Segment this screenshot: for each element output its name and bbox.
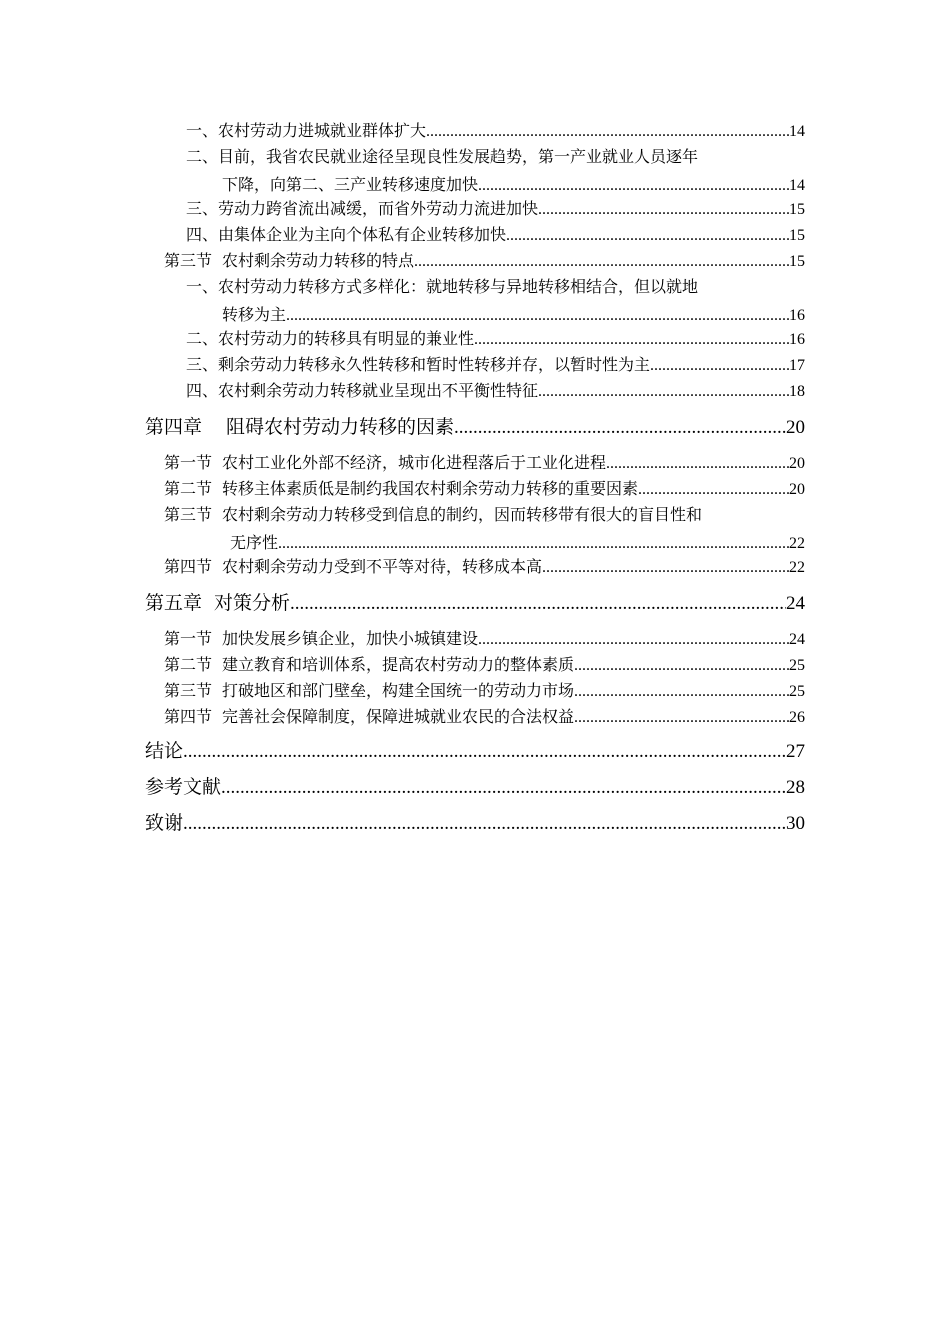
toc-entry-title: 劳动力跨省流出减缓，而省外劳动力流进加快 — [218, 199, 539, 218]
toc-entry-chapter[interactable] — [145, 588, 805, 615]
toc-entry-chapter[interactable] — [145, 412, 805, 439]
toc-entry-section[interactable] — [164, 704, 805, 727]
toc-entry-section[interactable] — [164, 248, 805, 271]
toc-leader-dots — [538, 383, 789, 401]
toc-entry-references[interactable] — [145, 772, 805, 799]
toc-entry-title-line2: 无序性 — [230, 533, 279, 552]
toc-entry-title-line1: 目前，我省农民就业途径呈现良性发展趋势，第一产业就业人员逐年 — [218, 147, 699, 166]
toc-leader-dots — [454, 417, 786, 439]
toc-entry-number: 第二节 — [164, 479, 213, 498]
toc-entry-number: 第三节 — [164, 681, 213, 700]
toc-page-number: 30 — [786, 813, 805, 834]
toc-page-number: 20 — [786, 417, 805, 438]
toc-entry-section[interactable] — [164, 476, 805, 499]
toc-entry-title-line2: 转移为主 — [222, 305, 287, 324]
toc-entry-title: 农村剩余劳动力转移就业呈现出不平衡性特征 — [218, 381, 539, 400]
toc-page-number: 22 — [789, 535, 805, 552]
toc-entry-number: 三、 — [186, 355, 219, 374]
toc-entry-number: 第四章 — [145, 416, 203, 438]
toc-entry-number: 二、 — [186, 329, 219, 348]
toc-entry-title: 转移主体素质低是制约我国农村剩余劳动力转移的重要因素 — [222, 479, 639, 498]
toc-entry-number: 一、 — [186, 121, 219, 140]
toc-leader-dots — [278, 535, 789, 553]
toc-entry[interactable] — [186, 196, 805, 219]
toc-entry-acknowledgements[interactable] — [145, 808, 805, 835]
toc-leader-dots — [538, 201, 789, 219]
toc-page-number: 24 — [786, 593, 805, 614]
toc-page-number: 16 — [789, 331, 805, 348]
toc-leader-dots — [183, 741, 786, 763]
toc-page-number: 27 — [786, 741, 805, 762]
toc-entry-number: 第三节 — [164, 505, 213, 524]
toc-entry-title: 由集体企业为主向个体私有企业转移加快 — [218, 225, 507, 244]
toc-entry-number: 一、 — [186, 277, 219, 296]
toc-entry-title: 致谢 — [145, 812, 184, 834]
toc-page-number: 24 — [789, 631, 805, 648]
toc-entry-section[interactable] — [164, 626, 805, 649]
toc-leader-dots — [478, 631, 789, 649]
toc-entry-number: 四、 — [186, 225, 219, 244]
toc-entry-section[interactable] — [164, 554, 805, 577]
toc-entry[interactable] — [186, 118, 805, 141]
toc-leader-dots — [574, 657, 789, 675]
toc-page-number: 17 — [789, 357, 805, 374]
toc-entry[interactable] — [186, 352, 805, 375]
toc-entry-title: 对策分析 — [214, 592, 291, 614]
toc-leader-dots — [286, 307, 789, 325]
toc-entry-title: 参考文献 — [145, 776, 222, 798]
toc-leader-dots — [638, 481, 789, 499]
toc-entry-conclusion[interactable] — [145, 736, 805, 763]
toc-leader-dots — [474, 331, 789, 349]
toc-page-number: 22 — [789, 559, 805, 576]
toc-page-number: 15 — [789, 253, 805, 270]
toc-entry-title: 加快发展乡镇企业，加快小城镇建设 — [222, 629, 479, 648]
toc-entry-section[interactable] — [164, 678, 805, 701]
toc-entry-section[interactable] — [164, 652, 805, 675]
toc-page-number: 15 — [789, 227, 805, 244]
toc-entry-section[interactable] — [164, 502, 805, 553]
toc-entry-title: 农村工业化外部不经济，城市化进程落后于工业化进程 — [222, 453, 607, 472]
toc-entry-title: 阻碍农村劳动力转移的因素 — [226, 416, 455, 438]
toc-entry-number: 第二节 — [164, 655, 213, 674]
toc-entry-number: 第四节 — [164, 557, 213, 576]
toc-page-number: 28 — [786, 777, 805, 798]
toc-page-number: 25 — [789, 657, 805, 674]
toc-leader-dots — [506, 227, 789, 245]
toc-page-number: 20 — [789, 481, 805, 498]
toc-entry-title-line1: 农村劳动力转移方式多样化：就地转移与异地转移相结合，但以就地 — [218, 277, 699, 296]
toc-entry-title: 农村剩余劳动力受到不平等对待，转移成本高 — [222, 557, 543, 576]
toc-entry-number: 四、 — [186, 381, 219, 400]
toc-entry-title: 农村劳动力的转移具有明显的兼业性 — [218, 329, 475, 348]
toc-entry-title: 农村剩余劳动力转移的特点 — [222, 251, 415, 270]
toc-entry[interactable] — [186, 144, 805, 195]
toc-page-number: 25 — [789, 683, 805, 700]
toc-page-number: 14 — [789, 123, 805, 140]
toc-entry-number: 第三节 — [164, 251, 213, 270]
toc-entry-number: 第一节 — [164, 629, 213, 648]
toc-page-number: 20 — [789, 455, 805, 472]
toc-entry-section[interactable] — [164, 450, 805, 473]
toc-leader-dots — [221, 777, 786, 799]
toc-page-number: 26 — [789, 709, 805, 726]
toc-entry-title: 建立教育和培训体系，提高农村劳动力的整体素质 — [222, 655, 575, 674]
toc-leader-dots — [650, 357, 789, 375]
toc-entry[interactable] — [186, 274, 805, 325]
toc-entry-title-line2: 下降，向第二、三产业转移速度加快 — [222, 175, 479, 194]
toc-leader-dots — [414, 253, 789, 271]
toc-leader-dots — [574, 709, 789, 727]
toc-entry[interactable] — [186, 326, 805, 349]
toc-entry-title-line1: 农村剩余劳动力转移受到信息的制约，因而转移带有很大的盲目性和 — [222, 505, 703, 524]
toc-entry-number: 二、 — [186, 147, 219, 166]
toc-leader-dots — [478, 177, 789, 195]
toc-entry[interactable] — [186, 222, 805, 245]
toc-leader-dots — [606, 455, 789, 473]
toc-entry-number: 第一节 — [164, 453, 213, 472]
toc-leader-dots — [574, 683, 789, 701]
toc-entry-title: 剩余劳动力转移永久性转移和暂时性转移并存，以暂时性为主 — [218, 355, 651, 374]
toc-leader-dots — [426, 123, 789, 141]
toc-entry-number: 第五章 — [145, 592, 203, 614]
toc-page-number: 14 — [789, 177, 805, 194]
toc-entry-number: 三、 — [186, 199, 219, 218]
toc-entry-number: 第四节 — [164, 707, 213, 726]
toc-entry-title: 农村劳动力进城就业群体扩大 — [218, 121, 427, 140]
toc-entry-title: 完善社会保障制度，保障进城就业农民的合法权益 — [222, 707, 575, 726]
toc-page-number: 18 — [789, 383, 805, 400]
toc-leader-dots — [542, 559, 789, 577]
toc-entry-title: 打破地区和部门壁垒，构建全国统一的劳动力市场 — [222, 681, 575, 700]
toc-entry-title: 结论 — [145, 740, 184, 762]
toc-page-number: 16 — [789, 307, 805, 324]
toc-leader-dots — [183, 813, 786, 835]
toc-page-number: 15 — [789, 201, 805, 218]
toc-leader-dots — [290, 593, 786, 615]
toc-entry[interactable] — [186, 378, 805, 401]
